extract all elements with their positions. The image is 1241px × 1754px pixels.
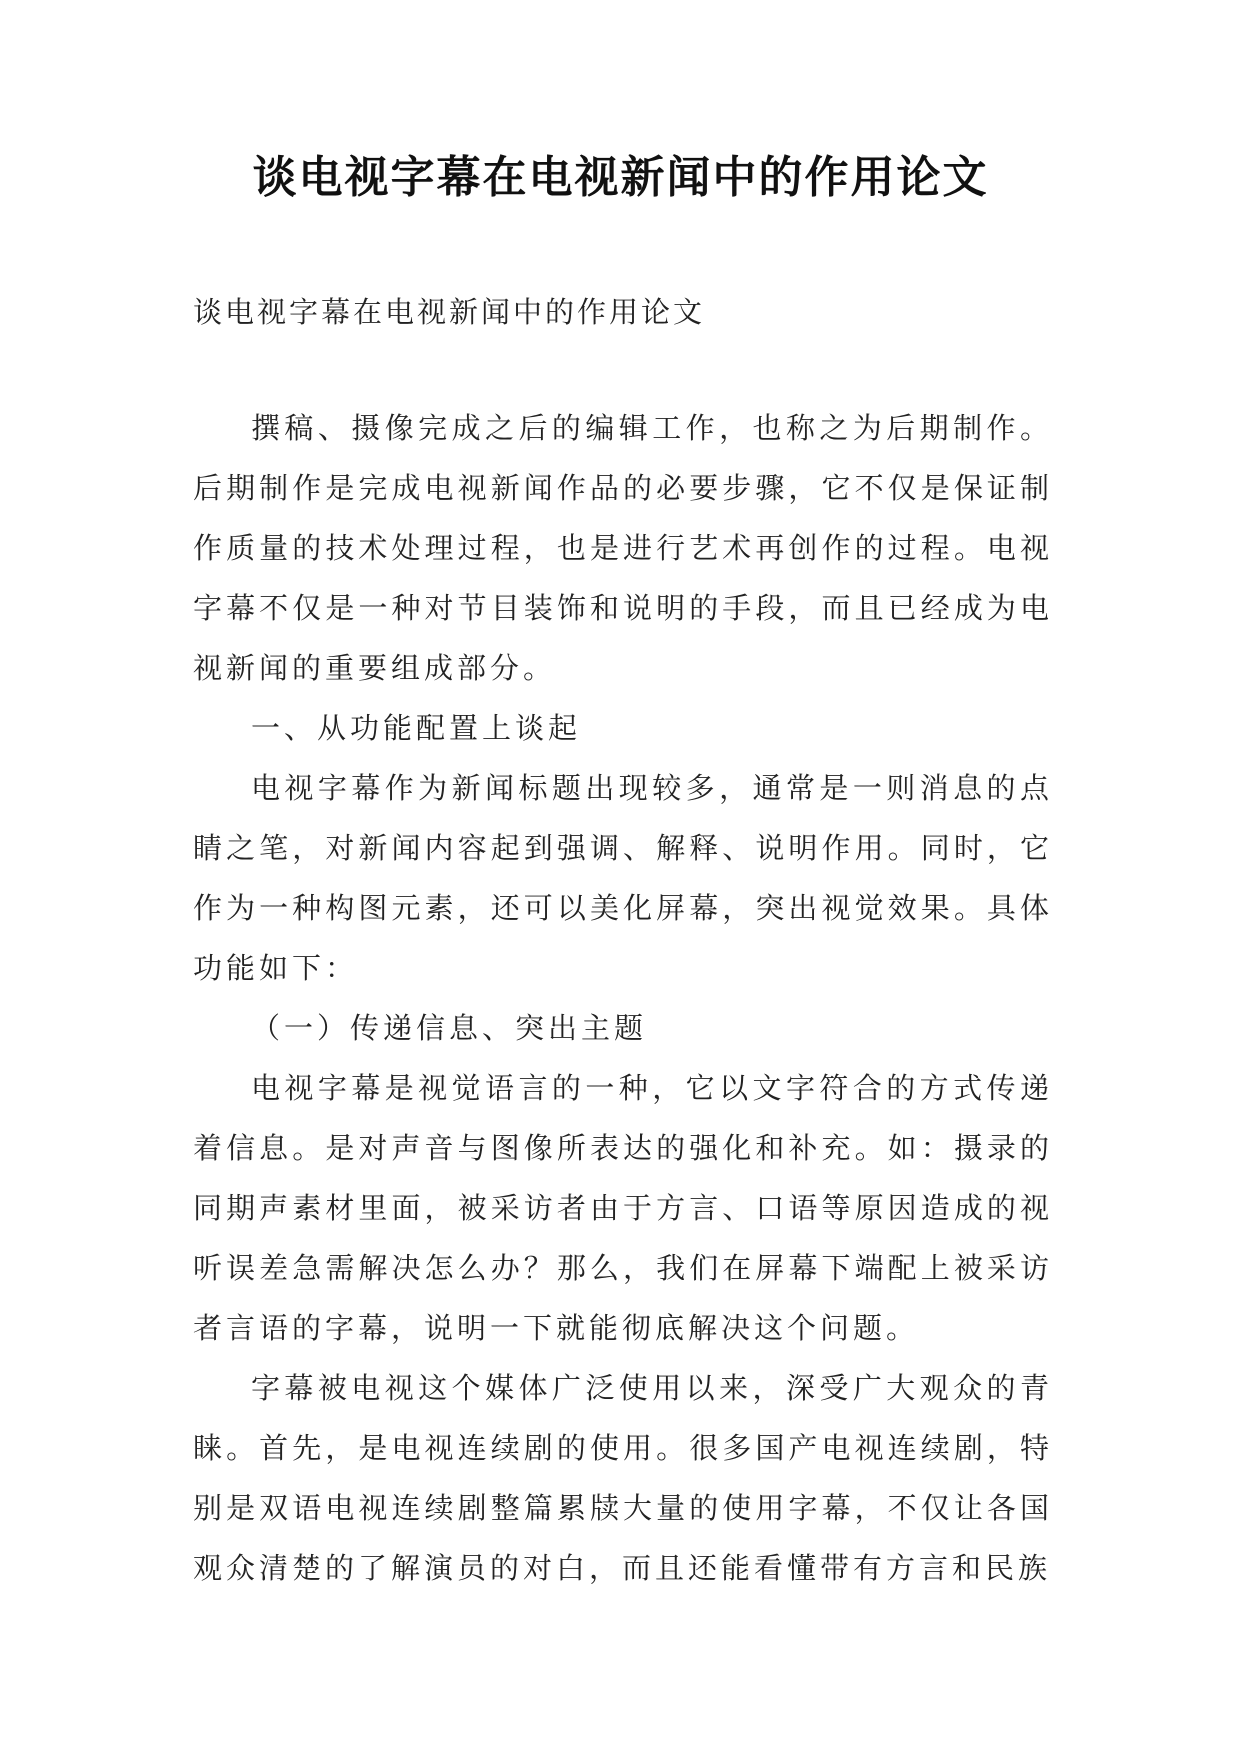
subsection-heading-1: （一）传递信息、突出主题 [251, 1011, 648, 1045]
document-body [193, 398, 1053, 1598]
paragraph-info: 电视字幕是视觉语言的一种，它以文字符合的方式传递着信息。是对声音与图像所表达的强化和补充。如：摄录的同期声素材里面，被采访者由于方言、口语等原因造成的视听误差急需解决怎么办？那么，我们在屏幕下端配上被采访者言语的字幕，说明一下就能彻底解决这个问题。 [193, 1071, 1053, 1345]
document-subtitle: 谈电视字幕在电视新闻中的作用论文 [193, 295, 706, 329]
paragraph-intro: 撰稿、摄像完成之后的编辑工作，也称之为后期制作。后期制作是完成电视新闻作品的必要步骤，它不仅是保证制作质量的技术处理过程，也是进行艺术再创作的过程。电视字幕不仅是一种对节目装饰和说明的手段，而且已经成为电视新闻的重要组成部分。 [193, 411, 1053, 685]
paragraph-functions: 电视字幕作为新闻标题出现较多，通常是一则消息的点睛之笔，对新闻内容起到强调、解释、说明作用。同时，它作为一种构图元素，还可以美化屏幕，突出视觉效果。具体功能如下： [193, 771, 1053, 985]
section-heading-1: 一、从功能配置上谈起 [251, 711, 582, 745]
document-title: 谈电视字幕在电视新闻中的作用论文 [252, 152, 989, 203]
paragraph-popularity: 字幕被电视这个媒体广泛使用以来，深受广大观众的青睐。首先，是电视连续剧的使用。很多国产电视连续剧，特别是双语电视连续剧整篇累牍大量的使用字幕，不仅让各国观众清楚的了解演员的对白，而且还能看懂带有方言和民族 [193, 1371, 1053, 1585]
